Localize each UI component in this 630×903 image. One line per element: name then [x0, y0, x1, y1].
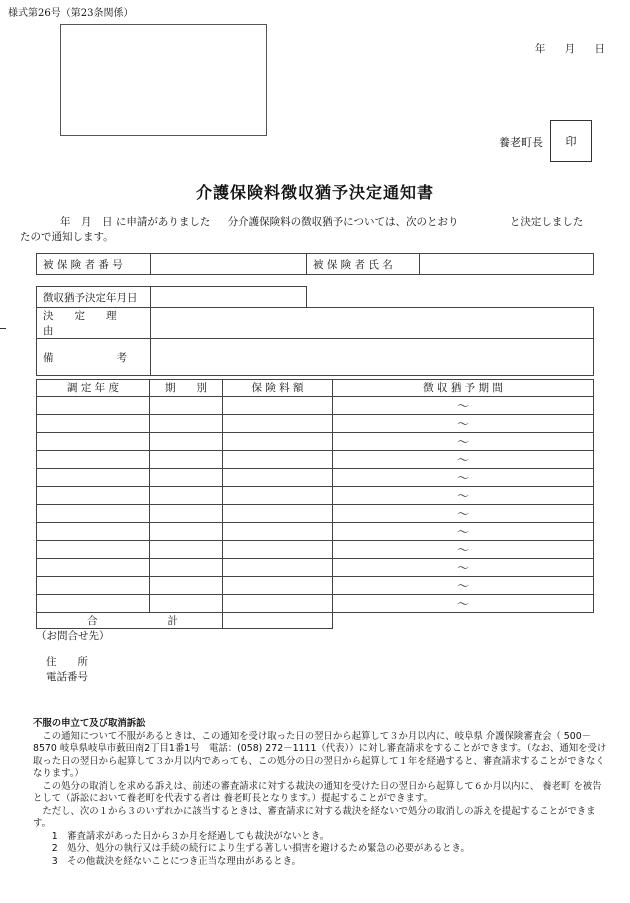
- appeal-heading: 不服の申立て及び取消訴訟: [33, 718, 146, 729]
- form-number: 様式第26号（第23条関係）: [8, 8, 134, 19]
- period-cell-amount[interactable]: [223, 558, 333, 576]
- decision-date-label: 徴収猶予決定年月日: [37, 287, 151, 308]
- period-cell-year[interactable]: [37, 576, 150, 594]
- contact-details: [46, 655, 88, 685]
- decision-date-field[interactable]: [151, 287, 307, 308]
- period-cell-period[interactable]: ～: [333, 576, 594, 594]
- period-row: [37, 486, 594, 504]
- insured-table: [36, 253, 594, 275]
- phone-label: 電話番号: [46, 671, 88, 683]
- appeal-item-2: 2 処分、処分の執行又は手続の続行により生ずる著しい損害を避けるため緊急の必要があるとき。: [51, 843, 470, 854]
- period-row: [37, 522, 594, 540]
- period-cell-period[interactable]: ～: [333, 594, 594, 612]
- period-cell-amount[interactable]: [223, 450, 333, 468]
- header-term: 期 別: [150, 380, 223, 397]
- period-cell-term[interactable]: [150, 432, 223, 450]
- period-cell-year[interactable]: [37, 450, 150, 468]
- date-month: 月: [564, 43, 577, 55]
- period-cell-amount[interactable]: [223, 432, 333, 450]
- appeal-paragraph-3: ただし、次の１から３のいずれかに該当するときは、審査請求に対する裁決を経ないで処分の取消しの訴えを提起することができます。: [33, 805, 596, 829]
- date-year: 年: [534, 43, 547, 55]
- period-cell-amount[interactable]: [223, 396, 333, 414]
- period-cell-period[interactable]: ～: [333, 468, 594, 486]
- seal-box: [550, 120, 592, 162]
- period-cell-term[interactable]: [150, 594, 223, 612]
- seal-label: 印: [565, 135, 577, 148]
- period-cell-amount[interactable]: [223, 414, 333, 432]
- period-cell-period[interactable]: ～: [333, 540, 594, 558]
- header-premium: 保 険 料 額: [223, 380, 333, 397]
- period-row: [37, 540, 594, 558]
- period-cell-term[interactable]: [150, 540, 223, 558]
- period-row: [37, 432, 594, 450]
- document-title: 介護保険料徴収猶予決定通知書: [195, 183, 434, 202]
- period-cell-amount[interactable]: [223, 486, 333, 504]
- period-row: [37, 468, 594, 486]
- period-cell-term[interactable]: [150, 504, 223, 522]
- period-row: [37, 594, 594, 612]
- intro-part2: 分介護保険料の徴収猶予については、次のとおり: [227, 216, 459, 228]
- total-amount-field[interactable]: [223, 612, 333, 629]
- period-cell-term[interactable]: [150, 576, 223, 594]
- period-cell-amount[interactable]: [223, 504, 333, 522]
- total-label: [37, 612, 223, 629]
- reason-label: 決 定 理 由: [37, 308, 151, 339]
- period-cell-year[interactable]: [37, 432, 150, 450]
- period-cell-year[interactable]: [37, 522, 150, 540]
- period-row: [37, 396, 594, 414]
- period-cell-term[interactable]: [150, 468, 223, 486]
- period-cell-term[interactable]: [150, 522, 223, 540]
- period-row: [37, 504, 594, 522]
- reason-field[interactable]: [151, 308, 594, 339]
- mayor-title: 養老町長: [499, 136, 543, 149]
- total-right: 計: [167, 614, 178, 627]
- period-cell-period[interactable]: ～: [333, 486, 594, 504]
- appeal-item-3: 3 その他裁決を経ないことにつき正当な理由があるとき。: [51, 855, 301, 867]
- period-row: [37, 414, 594, 432]
- period-cell-amount[interactable]: [223, 522, 333, 540]
- address-label: 住 所: [46, 656, 88, 668]
- period-cell-period[interactable]: ～: [333, 396, 594, 414]
- fold-mark: [0, 328, 6, 329]
- period-cell-year[interactable]: [37, 414, 150, 432]
- insured-name-field[interactable]: [420, 254, 594, 275]
- period-cell-period[interactable]: ～: [333, 504, 594, 522]
- period-cell-year[interactable]: [37, 558, 150, 576]
- period-cell-term[interactable]: [150, 486, 223, 504]
- intro-part4: たので通知します。: [20, 231, 114, 243]
- period-cell-amount[interactable]: [223, 594, 333, 612]
- period-cell-period[interactable]: ～: [333, 450, 594, 468]
- period-row: [37, 450, 594, 468]
- remarks-label: 備 考: [37, 339, 151, 376]
- period-table: [36, 379, 594, 629]
- appeal-item-1: 1 審査請求があった日から３か月を経過しても裁決がないとき。: [51, 830, 330, 842]
- total-left: 合: [87, 614, 98, 627]
- header-deferral-period: 徴 収 猶 予 期 間: [333, 380, 594, 397]
- period-cell-period[interactable]: ～: [333, 432, 594, 450]
- period-cell-term[interactable]: [150, 396, 223, 414]
- appeal-paragraph-2: この処分の取消しを求める訴えは、前述の審査請求に対する裁決の通知を受けた日の翌日から起算して６か月以内に、 養老町 を被告として（訴訟において養老町を代表する者は 養老町長となります。）提起することができます。: [33, 780, 602, 804]
- address-window-box: [60, 24, 267, 136]
- intro-part1: 年 月 日 に申請がありました: [60, 216, 211, 228]
- period-cell-term[interactable]: [150, 558, 223, 576]
- period-cell-year[interactable]: [37, 468, 150, 486]
- period-cell-term[interactable]: [150, 414, 223, 432]
- insured-name-label: 被 保 険 者 氏 名: [307, 254, 420, 275]
- period-cell-year[interactable]: [37, 504, 150, 522]
- insured-no-field[interactable]: [151, 254, 307, 275]
- period-cell-year[interactable]: [37, 486, 150, 504]
- period-cell-amount[interactable]: [223, 540, 333, 558]
- period-cell-period[interactable]: ～: [333, 522, 594, 540]
- contact-label: （お問合せ先）: [36, 630, 110, 642]
- intro-part3: と決定しました: [509, 216, 584, 228]
- total-row: [37, 612, 594, 629]
- period-row: [37, 576, 594, 594]
- remarks-field[interactable]: [151, 339, 594, 376]
- period-cell-year[interactable]: [37, 594, 150, 612]
- period-cell-period[interactable]: ～: [333, 414, 594, 432]
- insured-no-label: 被 保 険 者 番 号: [37, 254, 151, 275]
- issue-date: [525, 41, 606, 56]
- date-day: 日: [594, 43, 606, 55]
- period-cell-period[interactable]: ～: [333, 558, 594, 576]
- period-cell-year[interactable]: [37, 540, 150, 558]
- period-cell-amount[interactable]: [223, 576, 333, 594]
- header-fiscal-year: 調 定 年 度: [37, 380, 150, 397]
- appeal-notice: [33, 718, 608, 868]
- intro-text: [20, 215, 605, 245]
- period-cell-amount[interactable]: [223, 468, 333, 486]
- period-cell-term[interactable]: [150, 450, 223, 468]
- appeal-paragraph-1: この通知について不服があるときは、この通知を受け取った日の翌日から起算して３か月以内に、岐阜県 介護保険審査会（ 500－8570 岐阜県岐阜市薮田南2丁目1番1号 電話：(058) 272－1111（代表））に対し審査請求をすることができます。（なお、通知を受け取った日の翌日から起算して３か月以内であっても、この処分の日の翌日から起算して１年を経過すると、審査請求することができなくなります。）: [33, 730, 607, 779]
- period-row: [37, 558, 594, 576]
- decision-table: [36, 286, 594, 376]
- period-cell-year[interactable]: [37, 396, 150, 414]
